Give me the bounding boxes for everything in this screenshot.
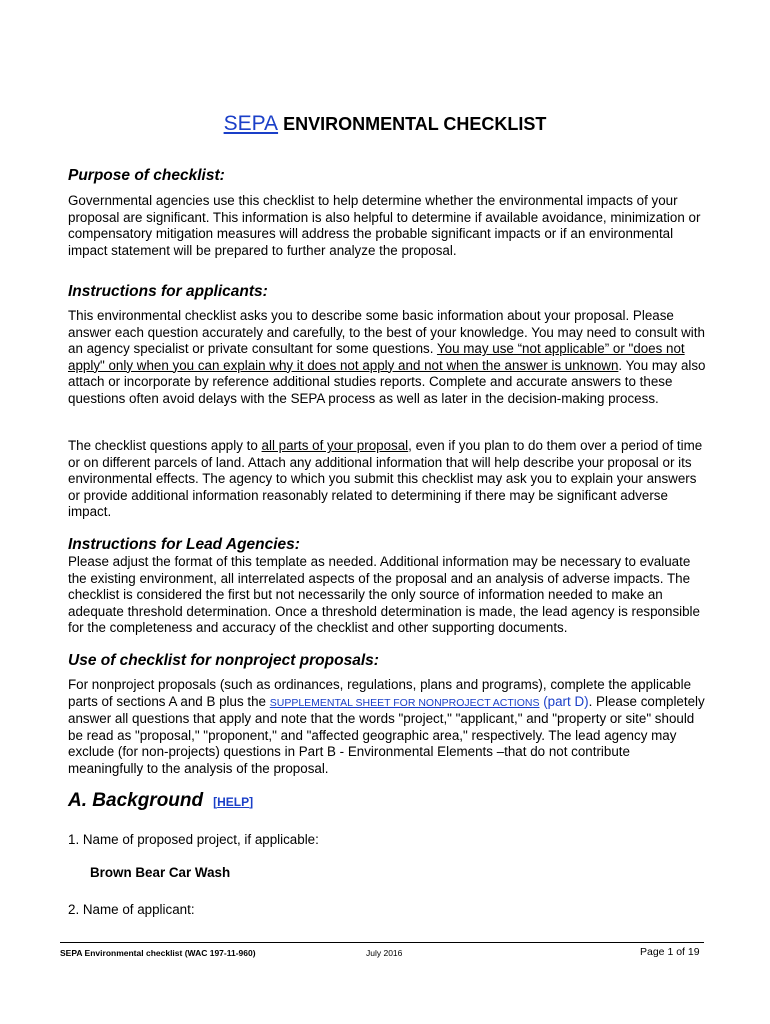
nonproject-text-b: . Please completely answer all questions that apply and note that the words "project," "applicant," and "property or site" should be read as "proposal," "proponent," and "affected geographic area," respectively. The lead agency may exclude (for non-projects) questions in Part B - Environmental Elements –that do not contribute meaningfully to the analysis of the proposal. bbox=[68, 693, 705, 776]
question-1: 1. Name of proposed project, if applicable: bbox=[68, 832, 319, 847]
title-text: ENVIRONMENTAL CHECKLIST bbox=[278, 114, 547, 134]
applicants-p1-text-b: . You may also attach or incorporate by reference additional studies reports. Complete and accurate answers to these questions often avoid delays with the SEPA process as well as later in the decision-making process. bbox=[68, 357, 706, 406]
footer-divider bbox=[60, 942, 704, 943]
nonproject-text-a: For nonproject proposals (such as ordinances, regulations, plans and programs), complete the applicable parts of sections A and B plus the bbox=[68, 677, 692, 709]
applicants-p1-text-a: This environmental checklist asks you to describe some basic information about your proposal. Please answer each question accurately and carefully, to the best of your knowledge. You may need to consult with an agency specialist or private consultant for some questions. bbox=[68, 308, 705, 356]
nonproject-heading: Use of checklist for nonproject proposals: bbox=[68, 652, 379, 669]
lead-agencies-body: Please adjust the format of this template as needed. Additional information may be necessary to evaluate the existing environment, all interrelated aspects of the proposal and an analysis of adverse impacts. The checklist is considered the first but not necessarily the only source of information needed to make an adequate threshold determination. Once a threshold determination is made, the lead agency is responsible for the completeness and accuracy of the checklist and other supporting documents. bbox=[68, 554, 700, 635]
question-2: 2. Name of applicant: bbox=[68, 902, 195, 917]
purpose-heading: Purpose of checklist: bbox=[68, 167, 225, 184]
applicants-paragraph-1 bbox=[68, 308, 708, 407]
sepa-link[interactable]: SEPA bbox=[223, 112, 279, 135]
background-heading-text: A. Background bbox=[68, 790, 204, 811]
applicants-p2-underlined: all parts of your proposal bbox=[261, 438, 409, 453]
supplemental-sheet-link[interactable]: SUPPLEMENTAL SHEET FOR NONPROJECT ACTIONS bbox=[269, 696, 540, 709]
purpose-body: Governmental agencies use this checklist to help determine whether the environmental impacts of your proposal are significant. This information is also helpful to determine if available avoidance, minimization or compensatory mitigation measures will address the probable significant impacts or if an environmental impact statement will be prepared to further analyze the proposal. bbox=[68, 193, 701, 258]
footer-date: July 2016 bbox=[366, 948, 403, 958]
nonproject-body bbox=[68, 677, 708, 777]
footer-document-name: SEPA Environmental checklist (WAC 197-11-960) bbox=[60, 948, 256, 958]
footer-page-number: Page 1 of 19 bbox=[640, 946, 700, 958]
help-link-label[interactable]: HELP bbox=[217, 795, 250, 809]
applicants-p2-text-a: The checklist questions apply to bbox=[68, 438, 262, 453]
page-title bbox=[0, 112, 770, 136]
applicants-paragraph-2 bbox=[68, 438, 708, 521]
part-d-link[interactable]: (part D) bbox=[539, 693, 589, 709]
answer-1: Brown Bear Car Wash bbox=[90, 865, 231, 880]
help-link[interactable]: [HELP] bbox=[213, 795, 254, 809]
background-heading bbox=[68, 790, 253, 812]
applicants-heading: Instructions for applicants: bbox=[68, 283, 268, 300]
lead-agencies-heading: Instructions for Lead Agencies: bbox=[68, 536, 300, 553]
applicants-p1-underlined: You may use “not applicable” or "does not apply" only when you can explain why it does not apply and not when the answer is unknown bbox=[68, 341, 685, 373]
applicants-p2-text-b: , even if you plan to do them over a period of time or on different parcels of land. Attach any additional information that will help describe your proposal or its environmental effects. The agency to which you submit this checklist may ask you to explain your answers or provide additional information reasonably related to determining if there may be significant adverse impact. bbox=[68, 438, 703, 519]
